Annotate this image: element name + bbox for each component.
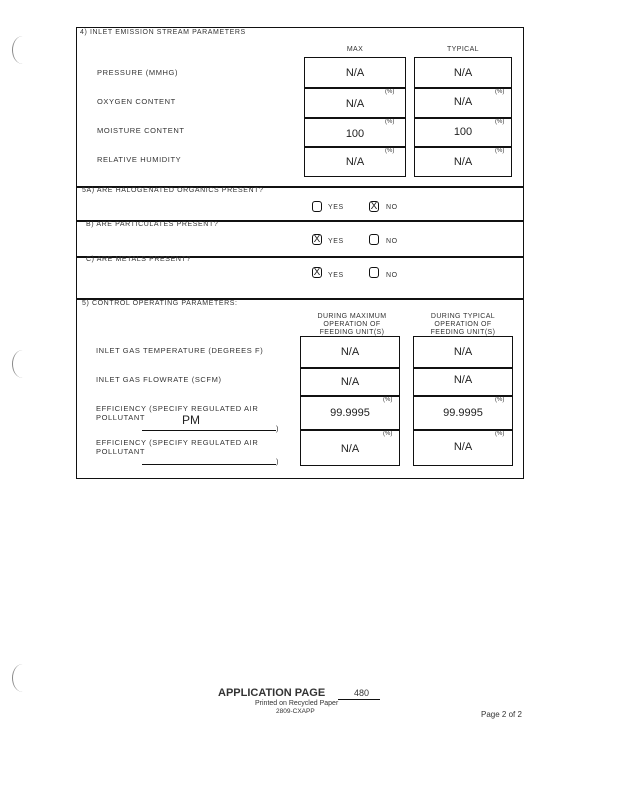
q5a-label: 5A) ARE HALOGENATED ORGANICS PRESENT? — [82, 187, 264, 194]
humidity-label: RELATIVE HUMIDITY — [97, 155, 182, 164]
page-number: Page 2 of 2 — [481, 710, 522, 719]
binder-hole-top — [12, 36, 33, 64]
binder-hole-middle — [12, 350, 33, 378]
oxygen-max-unit: (%) — [385, 89, 395, 95]
q5b-label: B) ARE PARTICULATES PRESENT? — [86, 221, 219, 228]
binder-hole-bottom — [12, 664, 33, 692]
col-typical-header: TYPICAL — [447, 46, 479, 53]
col-max-header: MAX — [346, 46, 364, 53]
application-page-number: 480 — [354, 688, 370, 698]
moisture-max-unit: (%) — [385, 119, 395, 125]
q5c-no-checkbox[interactable] — [369, 267, 379, 278]
inlet-flowrate-label: INLET GAS FLOWRATE (SCFM) — [96, 375, 222, 384]
efficiency-1-typical-unit: (%) — [495, 397, 505, 403]
efficiency-1-max-value: 99.9995 — [330, 407, 370, 419]
q5c-yes-label: YES — [328, 272, 344, 279]
recycled-note: Printed on Recycled Paper — [255, 700, 339, 707]
efficiency-2-max-value: N/A — [340, 443, 360, 455]
humidity-typical-value: N/A — [453, 156, 473, 168]
humidity-max-value: N/A — [345, 156, 365, 168]
section5-title: 5) CONTROL OPERATING PARAMETERS: — [82, 300, 238, 307]
pressure-label: PRESSURE (MMHG) — [97, 68, 179, 77]
flowrate-typical-value: N/A — [453, 374, 473, 386]
q5b-yes-label: YES — [328, 238, 344, 245]
moisture-label: MOISTURE CONTENT — [97, 126, 185, 135]
flowrate-max-value: N/A — [340, 376, 360, 388]
inlet-temp-label: INLET GAS TEMPERATURE (DEGREES F) — [96, 346, 264, 355]
efficiency-2-close-paren: ) — [276, 457, 280, 466]
moisture-typical-unit: (%) — [495, 119, 505, 125]
temp-max-value: N/A — [340, 346, 360, 358]
humidity-max-unit: (%) — [385, 148, 395, 154]
pressure-max-value: N/A — [345, 67, 365, 79]
q5b-yes-checkbox[interactable]: X — [313, 234, 321, 245]
efficiency-2-typical-value: N/A — [453, 441, 473, 453]
q5c-no-label: NO — [386, 272, 398, 279]
oxygen-label: OXYGEN CONTENT — [97, 97, 176, 106]
q5b-no-label: NO — [386, 238, 398, 245]
section4-title: 4) INLET EMISSION STREAM PARAMETERS — [80, 29, 246, 36]
col-max-operation-header: DURING MAXIMUM OPERATION OF FEEDING UNIT(S) — [317, 313, 387, 336]
q5a-yes-checkbox[interactable] — [312, 201, 322, 212]
efficiency-1-typical-value: 99.9995 — [443, 407, 483, 419]
application-page-label: APPLICATION PAGE — [218, 687, 326, 699]
q5b-no-checkbox[interactable] — [369, 234, 379, 245]
q5a-no-label: NO — [386, 204, 398, 211]
moisture-max-value: 100 — [345, 128, 365, 140]
oxygen-typical-value: N/A — [453, 96, 473, 108]
col-typical-operation-header: DURING TYPICAL OPERATION OF FEEDING UNIT(S) — [430, 313, 496, 336]
efficiency-2-max-unit: (%) — [383, 431, 393, 437]
efficiency-2-typical-unit: (%) — [495, 431, 505, 437]
oxygen-max-value: N/A — [345, 98, 365, 110]
q5a-yes-label: YES — [328, 204, 344, 211]
q5c-label: C) ARE METALS PRESENT? — [86, 256, 191, 263]
moisture-typical-value: 100 — [453, 126, 473, 138]
q5c-yes-checkbox[interactable]: X — [313, 267, 321, 278]
humidity-typical-unit: (%) — [495, 148, 505, 154]
efficiency-1-pollutant-value: PM — [182, 413, 200, 427]
efficiency-2-pollutant-line — [142, 464, 276, 465]
efficiency-2-label: EFFICIENCY (SPECIFY REGULATED AIR POLLUTANT — [96, 438, 259, 456]
efficiency-1-close-paren: ) — [276, 424, 280, 433]
efficiency-1-max-unit: (%) — [383, 397, 393, 403]
form-code: 2809-CXAPP — [276, 708, 315, 715]
efficiency-1-pollutant-line — [142, 430, 276, 431]
q5a-no-checkbox[interactable]: X — [370, 201, 378, 212]
efficiency-1-label: EFFICIENCY (SPECIFY REGULATED AIR POLLUTANT — [96, 404, 259, 422]
application-page-underline — [338, 699, 380, 700]
pressure-typical-value: N/A — [453, 67, 473, 79]
temp-typical-value: N/A — [453, 346, 473, 358]
oxygen-typical-unit: (%) — [495, 89, 505, 95]
